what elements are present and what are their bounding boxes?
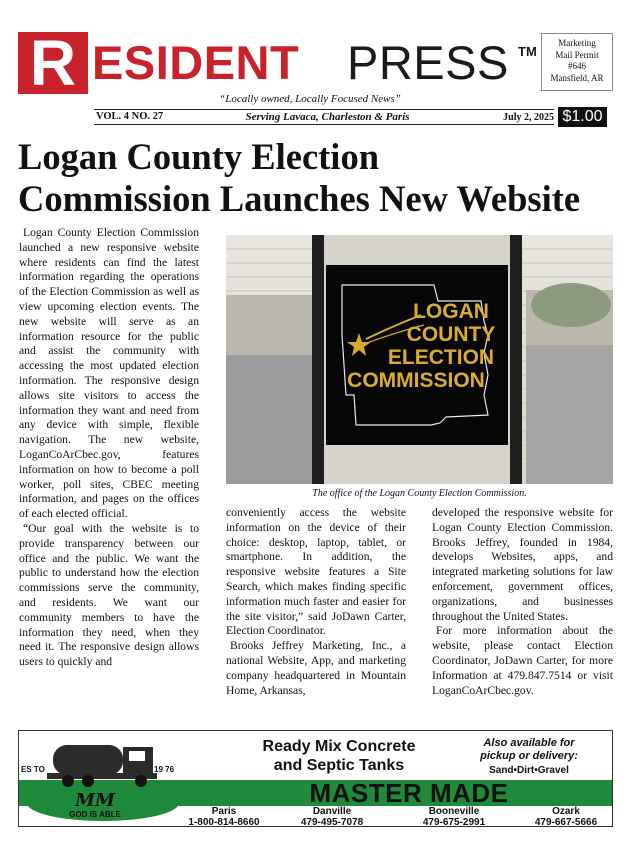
ad-headline-line: Ready Mix Concrete	[262, 738, 416, 755]
sign-text-line: ELECTION	[387, 346, 495, 369]
permit-line: Marketing	[558, 38, 596, 48]
trademark-mark: TM	[518, 44, 537, 59]
article-paragraph: Logan County Election Commission launched a new responsive website where residents can find the latest information regarding the operations of the Election Commission as well as view upcoming election events. The new website will serve as an information resource for the public and assist the community with accessing the most updated election information. The responsive design allows site visitors to access the information they want and need from any device with simple, flexible navigation. The new website, LoganCoArCbec.gov, features information on how to become a poll worker, poll sites, CBEC meeting information, and pages on the offices of each elected official.	[19, 226, 199, 521]
sign-text-line: COMMISSION	[347, 369, 485, 392]
ad-location	[511, 806, 613, 827]
masthead-tagline: “Locally owned, Locally Focused News”	[219, 93, 401, 105]
logo-wordmark-resident: ESIDENT	[92, 36, 300, 89]
established-year: 19 76	[154, 765, 175, 774]
masthead-rule-top	[94, 109, 554, 110]
logo-letter-r: R	[18, 32, 88, 94]
location-phone: 1-800-814-8660	[188, 817, 260, 827]
location-name: Booneville	[428, 806, 480, 817]
article-column-3	[432, 506, 613, 698]
logo-wordmark-press: PRESS	[347, 36, 509, 89]
ad-location	[277, 806, 387, 827]
mixer-truck-logo	[23, 733, 183, 823]
masthead-rule-bottom	[94, 124, 554, 125]
permit-line: Mail Permit	[555, 49, 599, 60]
location-phone: 479-495-7078	[300, 817, 364, 827]
headline-line: Commission Launches New Website	[18, 178, 581, 219]
photo-caption: The office of the Logan County Election Commission.	[312, 488, 527, 499]
headline-line: Logan County Election	[18, 136, 379, 177]
price-badge: $1.00	[558, 107, 607, 127]
volume-number: VOL. 4 NO. 27	[96, 111, 164, 122]
issue-date: July 2, 2025	[503, 112, 554, 123]
sign-text-line: COUNTY	[406, 323, 496, 346]
ad-materials: Sand•Dirt•Gravel	[489, 765, 569, 776]
master-made-advertisement	[18, 730, 613, 827]
location-name: Danville	[312, 806, 352, 817]
mail-permit-box	[541, 33, 613, 91]
ad-location	[169, 806, 279, 827]
permit-line: Mansfield, AR	[550, 72, 604, 83]
ad-location	[399, 806, 509, 827]
article-paragraph: “Our goal with the website is to provide transparency between our office and the public. We want the public to understand how the election commissions serve the community, and residents. We want our community members to have the information they need, when they need it. The responsive design allows users to quickly and	[19, 521, 199, 669]
ad-brand-name: MASTER MADE	[309, 778, 509, 808]
office-window-illustration	[226, 235, 613, 484]
location-phone: 479-667-5666	[534, 817, 598, 827]
ad-headline-line: and Septic Tanks	[273, 757, 405, 774]
office-photo	[226, 235, 613, 484]
location-name: Ozark	[552, 806, 580, 817]
location-name: Paris	[211, 806, 237, 817]
sign-text-line: LOGAN	[413, 300, 489, 323]
established-label: ES TO	[21, 765, 45, 774]
ad-availability-line: pickup or delivery:	[480, 750, 578, 762]
serving-area: Serving Lavaca, Charleston & Paris	[245, 111, 410, 123]
logo-mm-text: MM	[75, 790, 115, 811]
article-paragraph: For more information about the website, please contact Election Coordinator, JoDawn Carter, for more Information at 479.847.7514 or visit LoganCoArCbec.gov.	[432, 624, 613, 697]
logo-slogan: GOD IS ABLE	[69, 810, 121, 819]
article-paragraph: Brooks Jeffrey Marketing, Inc., a national Website, App, and marketing company headquartered in Mountain Home, Arkansas,	[226, 639, 406, 697]
permit-line: #646	[568, 61, 586, 71]
article-column-2	[226, 506, 406, 698]
article-paragraph: conveniently access the website information on the device of their choice: desktop, laptop, tablet, or smartphone. In addition, the responsive website features a Site Search, which makes finding specific information much faster and easier for the site visitor,” said JoDawn Carter, Election Coordinator.	[226, 506, 406, 638]
location-phone: 479-675-2991	[422, 817, 486, 827]
article-paragraph: developed the responsive website for Logan County Election Commission. Brooks Jeffrey, founded in 1984, develops Websites, apps, and integrated marketing solutions for law enforcement, government offices, organizations, and businesses throughout the United States.	[432, 506, 613, 623]
article-column-1	[19, 226, 199, 670]
ad-availability-line: Also available for	[483, 737, 575, 749]
article-headline	[18, 136, 618, 220]
